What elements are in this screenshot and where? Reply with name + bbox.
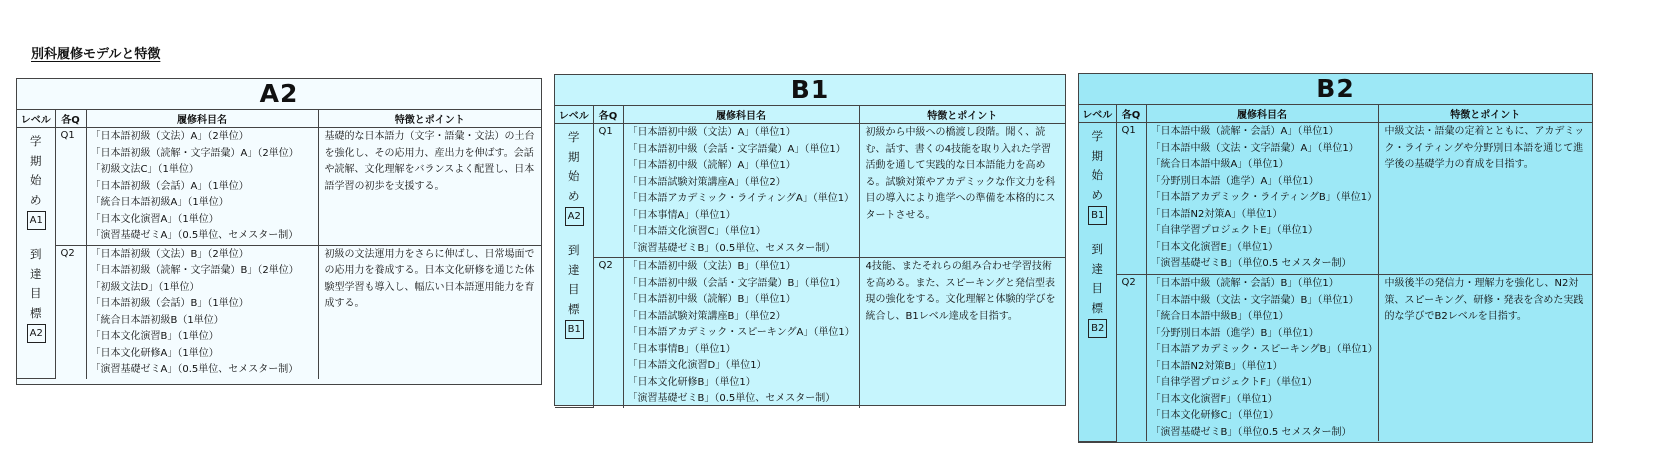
course-item: 「演習基礎ゼミB」（0.5単位、セメスター制） [627,393,836,404]
panel-b2 [1078,73,1593,443]
course-item: 「日本文化研修C」（単位1） [1150,410,1279,421]
level-path-char: 到 [30,247,42,261]
course-item: 「日本語初級（読解・文字語彙）A」（2単位） [90,147,299,159]
course-item: 「日本事情B」（単位1） [627,343,736,355]
course-list [1146,275,1378,442]
level-path-char: 期 [568,149,580,164]
level-path-cell [17,128,55,379]
level-path-char: 始 [30,173,42,187]
panel-b1 [554,74,1066,406]
level-heading: A2 [17,79,541,110]
level-path-char: 到 [1091,242,1103,256]
course-item: 「日本語文化演習D」（単位1） [627,360,767,371]
course-list [1146,123,1378,275]
course-item: 「分野別日本語（進学）A」（単位1） [1150,175,1319,187]
course-item: 「初級文法C」（1単位） [90,164,199,175]
goal-level-badge: B2 [1088,319,1107,338]
course-item: 「日本語初級（読解・文字語彙）B」（2単位） [90,265,299,276]
course-item: 「日本語試験対策講座B」（単位2） [627,310,786,322]
level-path-cell [555,124,593,408]
quarter-label: Q1 [1116,123,1146,275]
level-path-char: 目 [568,282,580,296]
course-list [623,258,859,408]
level-path-char: め [30,192,42,207]
course-item: 「統合日本語初級B（1単位） [90,314,224,326]
level-path-char: 達 [30,266,42,281]
course-item: 「演習基礎ゼミB」（単位0.5 セメスター制） [1150,258,1352,269]
course-item: 「自律学習プロジェクトF」（単位1） [1150,377,1318,388]
header-points: 特徴とポイント [859,106,1065,124]
level-path [27,132,45,345]
quarter-label: Q2 [1116,275,1146,442]
level-path-char: 学 [568,130,580,144]
course-item: 「日本語アカデミック・スピーキングA」（単位1） [627,327,855,338]
header-q: 各Q [1116,105,1146,123]
level-path-char: 標 [1091,300,1103,315]
course-item: 「演習基礎ゼミA」（0.5単位、セメスター制） [90,364,299,375]
curriculum-table [17,110,541,379]
header-level: レベル [555,106,593,124]
course-item: 「初級文法D」（1単位） [90,281,200,293]
header-level: レベル [17,110,55,128]
points-text: 中級後半の発信力・理解力を強化し、N2対策、スピーキング、研修・発表を含めた実践的な学びでB2レベルを目指す。 [1378,275,1592,442]
course-item: 「日本語アカデミック・ライティングA」（単位1） [627,193,855,204]
course-item: 「日本文化演習A」（1単位） [90,213,219,225]
course-item: 「日本語初中級（会話・文字語彙）A」（単位1） [627,143,846,155]
level-path-char: 学 [30,134,42,148]
course-list [86,128,318,246]
level-path-char: 期 [1091,148,1103,163]
level-path-char: め [568,188,580,203]
course-item: 「自律学習プロジェクトE」（単位1） [1150,225,1318,236]
level-path-char: 達 [1091,261,1103,276]
course-list [86,245,318,379]
quarter-label: Q2 [593,258,623,408]
start-level-badge: B1 [1088,206,1107,225]
course-item: 「日本語試験対策講座A」（単位2） [627,176,786,188]
points-text: 中級文法・語彙の定着とともに、アカデミック・ライティングや分野別日本語を通じて進学後の基礎学力の育成を目指す。 [1378,123,1592,275]
course-item: 「日本文化演習B」（1単位） [90,331,219,342]
goal-level-badge: B1 [565,320,584,339]
level-path-char: 期 [30,153,42,168]
level-path-char: 始 [568,169,580,183]
page-title: 別科履修モデルと特徴 [31,47,161,62]
level-path-char: 始 [1091,168,1103,182]
course-item: 「演習基礎ゼミB」（0.5単位、セメスター制） [627,242,836,254]
course-item: 「日本語初中級（会話・文字語彙）B」（単位1） [627,277,846,289]
level-path-char: 到 [568,243,580,257]
course-item: 「日本語初中級（文法）A」（単位1） [627,127,796,138]
course-item: 「日本語初中級（文法）B」（単位1） [627,261,796,272]
course-item: 「日本事情A」（単位1） [627,209,736,221]
level-path-char: 目 [30,286,42,300]
quarter-label: Q1 [593,124,623,258]
header-q: 各Q [593,106,623,124]
course-item: 「統合日本語中級A」（単位1） [1150,159,1289,170]
header-courses: 履修科目名 [86,110,318,128]
course-item: 「日本語アカデミック・スピーキングB」（単位1） [1150,344,1378,355]
course-item: 「日本語初級（文法）B」（2単位） [90,248,249,260]
course-item: 「統合日本語中級B」（単位1） [1150,311,1289,322]
course-item: 「演習基礎ゼミB」（単位0.5 セメスター制） [1150,426,1352,438]
header-courses: 履修科目名 [623,106,859,124]
course-item: 「日本語初級（会話）A」（1単位） [90,180,249,192]
header-level: レベル [1079,105,1116,123]
curriculum-table [1079,105,1592,442]
level-path-char: 達 [568,262,580,277]
course-item: 「日本語N2対策A」（単位1） [1150,208,1283,220]
course-item: 「日本文化演習F」（単位1） [1150,393,1278,405]
course-item: 「日本語初中級（読解）A」（単位1） [627,160,796,171]
start-level-badge: A1 [27,211,46,230]
points-text: 初級の文法運用力をさらに伸ばし、日常場面での応用力を養成する。日本文化研修を通じた体験型学習も導入し、幅広い日本語運用能力を育成する。 [318,245,541,379]
course-item: 「演習基礎ゼミA」（0.5単位、セメスター制） [90,230,299,241]
course-item: 「日本語中級（文法・文字語彙）B」（単位1） [1150,294,1359,306]
level-path-cell [1079,123,1116,442]
course-item: 「日本語アカデミック・ライティングB」（単位1） [1150,192,1378,203]
level-heading: B1 [555,75,1065,106]
course-item: 「日本語初級（会話）B」（1単位） [90,298,249,309]
start-level-badge: A2 [565,207,584,226]
course-item: 「日本語中級（読解・会話）A」（単位1） [1150,126,1339,137]
course-item: 「統合日本語初級A」（1単位） [90,197,229,208]
course-item: 「日本語初級（文法）A」（2単位） [90,131,249,142]
level-path [1088,127,1106,340]
course-item: 「日本文化演習E」（単位1） [1150,241,1279,253]
course-item: 「日本語初中級（読解）B」（単位1） [627,294,796,305]
points-text: 基礎的な日本語力（文字・語彙・文法）の土台を強化し、その応用力、産出力を伸ばす。会話や読解、文化理解をバランスよく配置し、日本語学習の初歩を支援する。 [318,128,541,246]
level-heading: B2 [1079,74,1592,105]
course-item: 「日本語中級（文法・文字語彙）A」（単位1） [1150,142,1359,154]
course-item: 「分野別日本語（進学）B」（単位1） [1150,327,1319,339]
quarter-label: Q2 [55,245,86,379]
course-list [623,124,859,258]
level-path-char: 学 [1091,129,1103,143]
course-item: 「日本語N2対策B」（単位1） [1150,360,1283,372]
points-text: 4技能、またそれらの組み合わせ学習技術を高める。また、スピーキングと発信型表現の強化をする。文化理解と体験的学びを統合し、B1レベル達成を目指す。 [859,258,1065,408]
level-path-char: め [1091,187,1103,202]
points-text: 初級から中級への橋渡し段階。聞く、読む、話す、書くの4技能を取り入れた学習活動を通して実践的な日本語能力を高める。試験対策やアカデミックな作文力を科目の導入により進学への準備を本格的にスタートさせる。 [859,124,1065,258]
header-courses: 履修科目名 [1146,105,1378,123]
course-item: 「日本文化研修A」（1単位） [90,347,219,359]
quarter-label: Q1 [55,128,86,246]
level-path-char: 標 [568,301,580,316]
course-item: 「日本文化研修B」（単位1） [627,376,756,388]
header-q: 各Q [55,110,86,128]
course-item: 「日本語文化演習C」（単位1） [627,226,766,237]
header-points: 特徴とポイント [1378,105,1592,123]
goal-level-badge: A2 [27,324,46,343]
course-item: 「日本語中級（読解・会話）B」（単位1） [1150,278,1339,289]
level-path-char: 目 [1091,281,1103,295]
curriculum-table [555,106,1065,408]
header-points: 特徴とポイント [318,110,541,128]
panel-a2 [16,78,542,385]
level-path-char: 標 [30,305,42,320]
level-path [565,128,583,341]
